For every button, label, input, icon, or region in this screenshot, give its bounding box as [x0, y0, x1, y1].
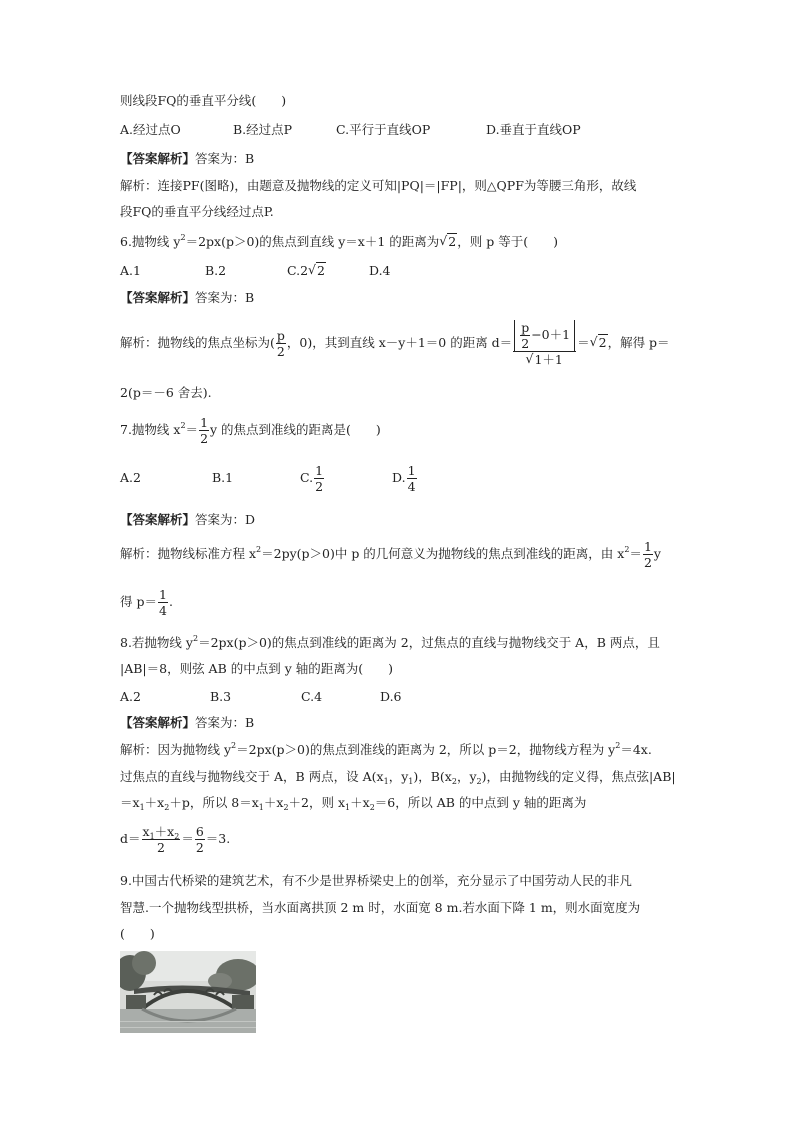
sqrt-expression	[308, 262, 326, 280]
explanation-text: y	[653, 546, 661, 561]
denominator: 2	[315, 479, 324, 494]
q8-option-a: A.2	[120, 689, 141, 704]
q5-answer	[120, 150, 254, 168]
explanation-text: ，y	[388, 769, 409, 784]
q5-option-d: D.垂直于直线OP	[486, 122, 581, 137]
option-text: C.2	[287, 263, 309, 278]
superscript: 2	[180, 233, 186, 242]
subscript: 2	[174, 832, 180, 841]
numerator: 1	[200, 415, 209, 430]
subscript: 2	[164, 803, 170, 812]
denominator: 2	[276, 344, 285, 359]
answer-label: 【答案解析】	[120, 512, 196, 527]
explanation-text: ＋2，则 x	[288, 795, 346, 810]
denominator: 2	[643, 555, 652, 570]
fraction	[199, 415, 209, 446]
explanation-text: ，y	[456, 769, 477, 784]
q7-option-a: A.2	[120, 470, 141, 485]
explanation-text: .	[168, 594, 173, 609]
explanation-text: 得 p＝	[120, 594, 157, 609]
answer-value: 答案为：B	[195, 290, 255, 305]
q7-option-c	[300, 462, 325, 494]
radicand: 2	[448, 234, 457, 249]
q6-stem	[120, 233, 558, 251]
q8-stem-part: ＝2px(p＞0)的焦点到准线的距离为 2，过焦点的直线与抛物线交于 A，B 两点，且	[198, 635, 660, 650]
superscript: 2	[231, 741, 237, 750]
numerator: 1	[158, 587, 167, 602]
q8-option-c: C.4	[301, 689, 323, 704]
numerator-part: ＋x	[154, 824, 175, 839]
explanation-text: ＝2px(p＞0)的焦点到准线的距离为 2，所以 p＝2，抛物线方程为 y	[236, 742, 616, 757]
abs-tail: −0＋1	[531, 327, 571, 342]
fraction	[276, 328, 286, 359]
sqrt-expression	[590, 325, 608, 361]
absolute-value	[514, 320, 575, 351]
q6-answer	[120, 289, 254, 307]
subscript: 1	[258, 803, 264, 812]
q7-explanation-line2	[120, 586, 173, 618]
denominator: 2	[521, 336, 530, 351]
distance-fraction	[513, 320, 576, 367]
q9-stem-line3: ( )	[120, 926, 155, 941]
fraction	[520, 320, 530, 351]
q7-option-b: B.1	[212, 470, 234, 485]
q6-option-c	[287, 262, 326, 280]
q7-explanation-line1	[120, 538, 661, 570]
explanation-text: ＋p，所以 8＝x	[169, 795, 259, 810]
explanation-text: ＋x	[350, 795, 370, 810]
subscript: 2	[476, 777, 482, 786]
explanation-text: ＝4x.	[620, 742, 652, 757]
arch-bridge-illustration	[120, 951, 256, 1033]
denominator: 4	[407, 479, 416, 494]
subscript: 1	[408, 777, 414, 786]
radicand: 1＋1	[534, 352, 563, 367]
fraction	[142, 824, 181, 855]
q9-stem-line2: 智慧.一个抛物线型拱桥，当水面离拱顶 2 m 时，水面宽 8 m.若水面下降 1 m，则水面宽度为	[120, 900, 641, 915]
subscript: 2	[451, 777, 457, 786]
option-text: C.	[300, 470, 314, 485]
q8-explanation-line4	[120, 822, 230, 856]
radicand: 2	[598, 335, 607, 350]
q8-option-d: D.6	[380, 689, 402, 704]
q5-option-a: A.经过点O	[120, 122, 181, 137]
numerator: p	[521, 320, 530, 335]
numerator: 1	[643, 539, 652, 554]
superscript: 2	[624, 545, 630, 554]
denominator: 2	[195, 840, 204, 855]
explanation-text: d＝	[120, 831, 141, 846]
q8-stem-part: 8.若抛物线 y	[120, 635, 193, 650]
subscript: 2	[369, 803, 375, 812]
sqrt-expression	[439, 233, 457, 251]
q6-stem-part: ，则 p 等于( )	[457, 234, 558, 249]
superscript: 2	[180, 421, 186, 430]
explanation-text: ＝	[629, 546, 642, 561]
answer-label: 【答案解析】	[120, 151, 196, 166]
numerator: 1	[407, 463, 416, 478]
subscript: 1	[345, 803, 351, 812]
explanation-text: ，解得 p＝	[607, 335, 670, 350]
q8-stem-line2: |AB|＝8，则弦 AB 的中点到 y 轴的距离为( )	[120, 661, 394, 676]
denominator: 2	[200, 431, 209, 446]
explanation-text: ＝6，所以 AB 的中点到 y 轴的距离为	[374, 795, 587, 810]
explanation-text: 解析：因为抛物线 y	[120, 742, 232, 757]
q5-option-b: B.经过点P	[233, 122, 293, 137]
q9-stem-line1: 9.中国古代桥梁的建筑艺术，有不少是世界桥梁史上的创举，充分显示了中国劳动人民的非凡	[120, 873, 632, 888]
numerator	[142, 824, 181, 840]
explanation-text: ＝x	[120, 795, 140, 810]
q6-stem-part: 6.抛物线 y	[120, 234, 181, 249]
q6-stem-part: ＝2px(p＞0)的焦点到直线 y＝x＋1 的距离为	[185, 234, 440, 249]
explanation-text: 解析：抛物线的焦点坐标为(	[120, 335, 275, 350]
q6-option-b: B.2	[205, 263, 227, 278]
explanation-text: ＝2py(p＞0)中 p 的几何意义为抛物线的焦点到准线的距离，由 x	[261, 546, 625, 561]
explanation-text: 过焦点的直线与抛物线交于 A，B 两点，设 A(x	[120, 769, 384, 784]
q8-stem-line1	[120, 634, 660, 652]
q6-explanation-line1	[120, 320, 670, 370]
fraction	[195, 824, 205, 855]
q8-explanation-line2	[120, 768, 676, 786]
radicand: 2	[317, 263, 325, 278]
q5-explanation-line1: 解析：连接PF(图略)，由题意及抛物线的定义可知|PQ|＝|FP|，则△QPF为等腰三角形，故线	[120, 178, 637, 193]
superscript: 2	[256, 545, 262, 554]
option-text: D.	[392, 470, 406, 485]
q7-stem-part: ＝	[185, 422, 199, 437]
answer-label: 【答案解析】	[120, 715, 196, 730]
arch-bridge-photo	[120, 951, 256, 1033]
numerator-part: x	[142, 824, 150, 839]
superscript: 2	[615, 741, 621, 750]
subscript: 1	[149, 832, 155, 841]
q7-answer	[120, 511, 255, 529]
q7-stem-part: 7.抛物线 x	[120, 422, 181, 437]
explanation-text: ＋x	[144, 795, 165, 810]
q6-option-a: A.1	[120, 263, 141, 278]
q8-explanation-line1	[120, 741, 652, 759]
answer-value: 答案为：B	[195, 715, 255, 730]
q6-option-d: D.4	[369, 263, 391, 278]
answer-value: 答案为：B	[195, 151, 255, 166]
explanation-text: ＝	[181, 831, 194, 846]
fraction	[158, 587, 168, 618]
sqrt-expression	[525, 352, 563, 367]
fraction	[643, 539, 653, 570]
explanation-text: ，0)，其到直线 x－y＋1＝0 的距离 d＝	[286, 335, 513, 350]
q5-option-c: C.平行于直线OP	[336, 122, 431, 137]
answer-value: 答案为：D	[195, 512, 256, 527]
fraction	[407, 463, 417, 494]
explanation-text: )，B(x	[413, 769, 452, 784]
q5-explanation-line2: 段FQ的垂直平分线经过点P.	[120, 204, 274, 219]
q7-stem-part: y 的焦点到准线的距离是( )	[210, 422, 381, 437]
subscript: 2	[283, 803, 289, 812]
superscript: 2	[192, 634, 199, 643]
denominator: 4	[158, 603, 167, 618]
explanation-text: ＝3.	[205, 831, 231, 846]
explanation-text: ＋x	[263, 795, 284, 810]
q8-option-b: B.3	[210, 689, 232, 704]
subscript: 1	[139, 803, 145, 812]
q8-explanation-line3	[120, 794, 586, 812]
q7-option-d	[392, 462, 418, 494]
denominator: 2	[156, 840, 165, 855]
q7-stem	[120, 414, 381, 446]
q5-stem: 则线段FQ的垂直平分线( )	[120, 93, 287, 108]
explanation-text: ＝	[577, 335, 590, 350]
q8-answer	[120, 714, 254, 732]
answer-label: 【答案解析】	[120, 290, 196, 305]
numerator: 1	[315, 463, 324, 478]
numerator: p	[276, 328, 285, 343]
explanation-text: 解析：抛物线标准方程 x	[120, 546, 257, 561]
numerator: 6	[195, 824, 204, 839]
explanation-text: )，由抛物线的定义得，焦点弦|AB|	[481, 769, 676, 784]
fraction	[314, 463, 324, 494]
q6-explanation-line2: 2(p＝－6 舍去).	[120, 385, 212, 400]
subscript: 1	[383, 777, 389, 786]
